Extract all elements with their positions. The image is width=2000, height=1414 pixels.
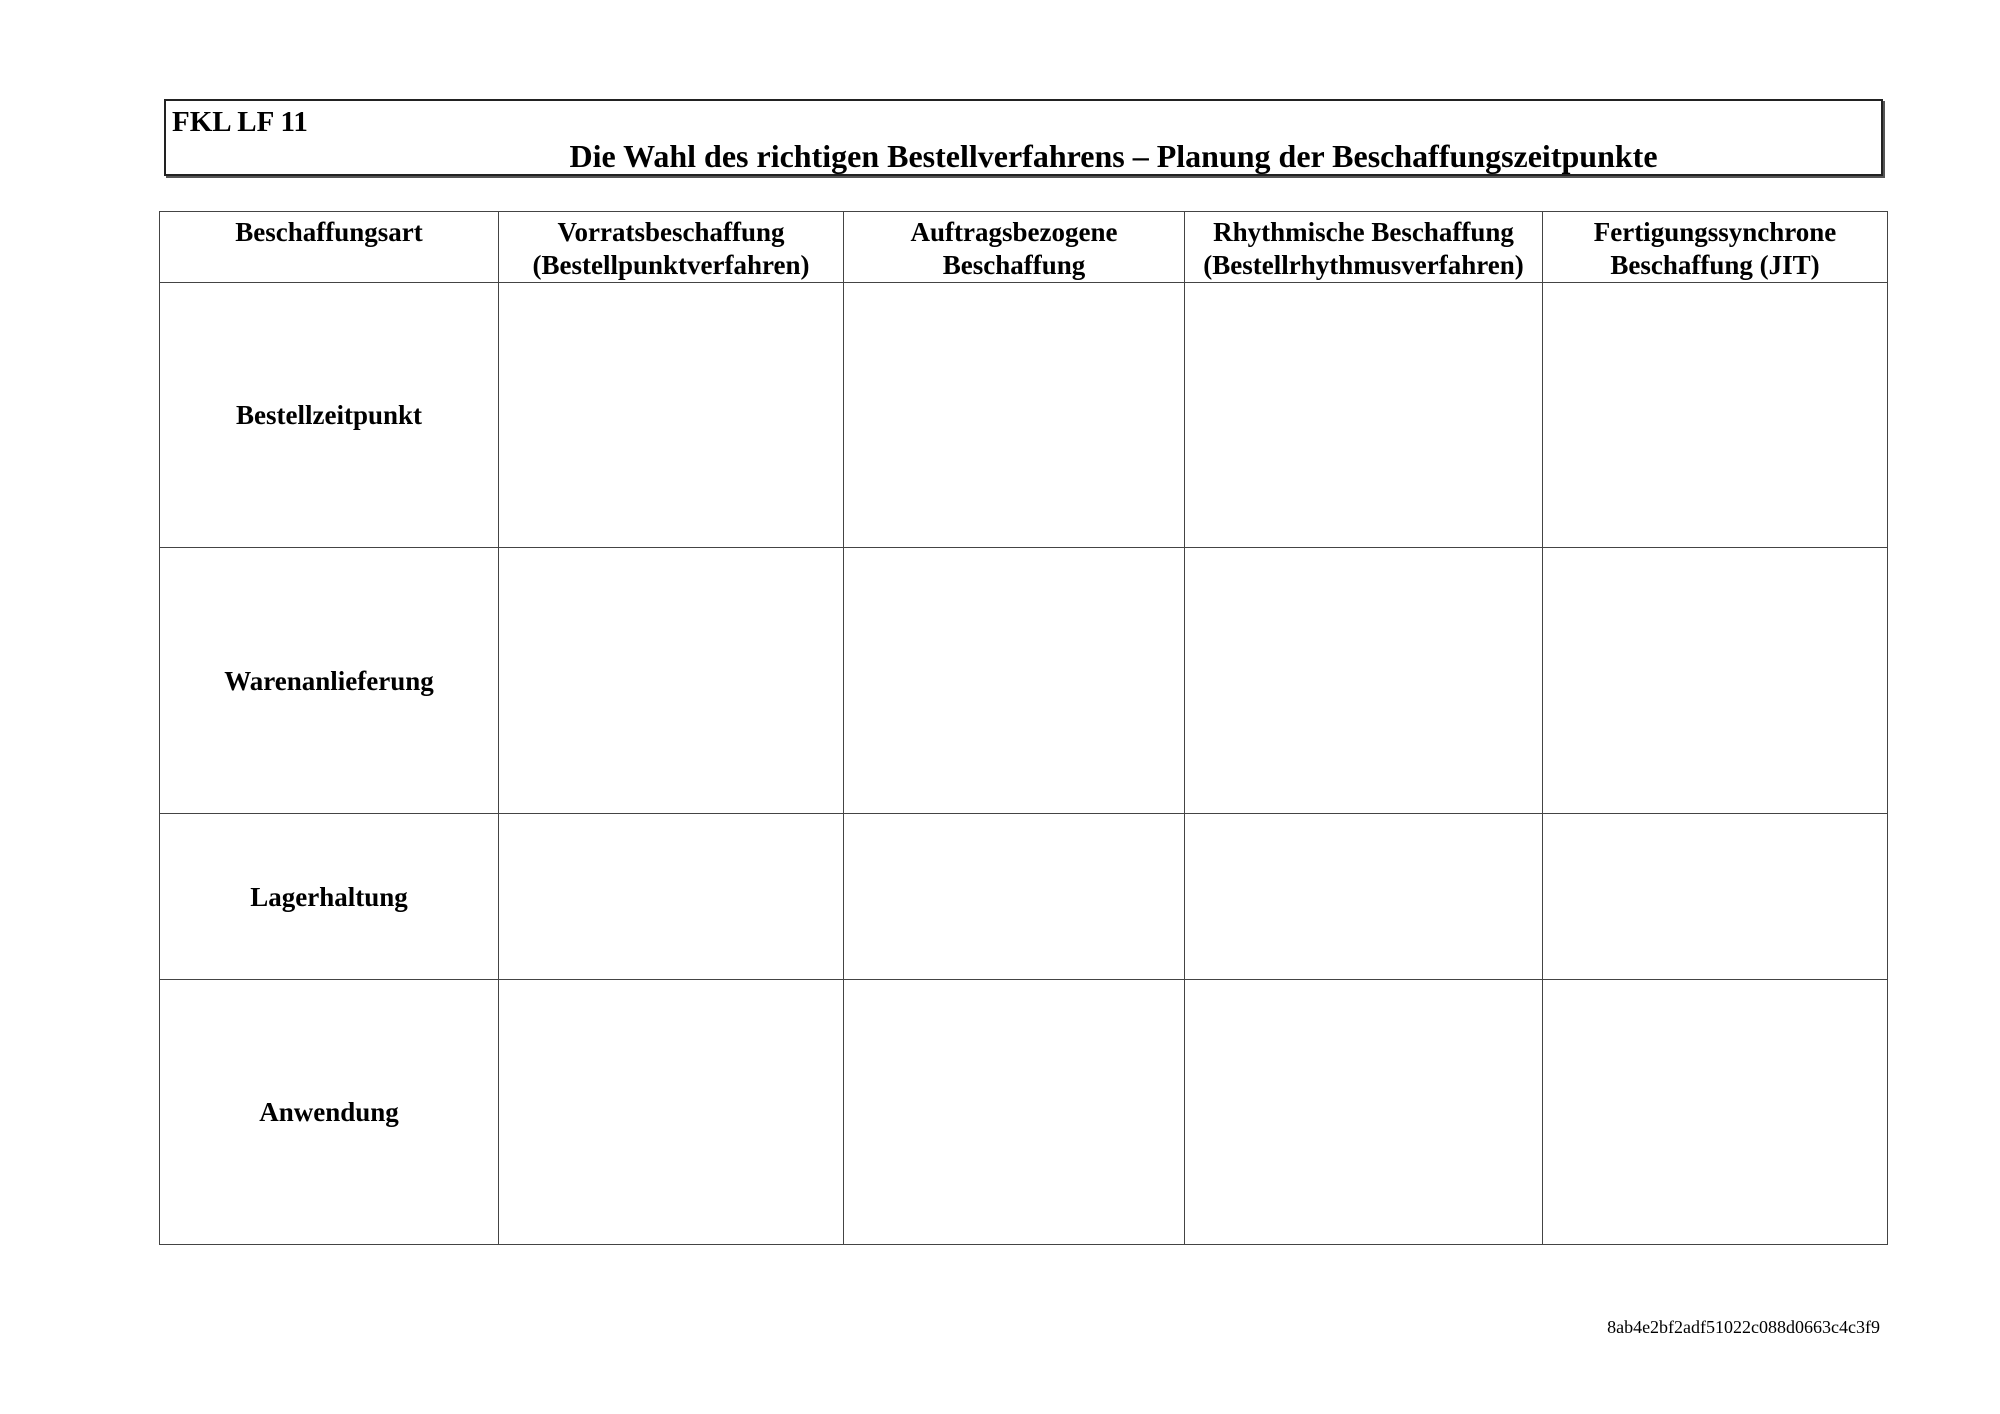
answer-cell[interactable]: [1543, 814, 1888, 980]
table-row-lagerhaltung: [160, 814, 1888, 980]
document-header: [164, 99, 1883, 176]
table-row-warenanlieferung: [160, 548, 1888, 814]
document-id: 8ab4e2bf2adf51022c088d0663c4c3f9: [1607, 1317, 1880, 1337]
answer-cell[interactable]: [1185, 283, 1543, 548]
column-header-vorratsbeschaffung: [499, 212, 844, 283]
answer-cell[interactable]: [844, 980, 1185, 1245]
course-code: FKL LF 11: [172, 106, 308, 138]
answer-cell[interactable]: [1543, 980, 1888, 1245]
answer-cell[interactable]: [1543, 548, 1888, 814]
column-header-line1: Vorratsbeschaffung: [557, 217, 785, 247]
answer-cell[interactable]: [499, 548, 844, 814]
row-label: Lagerhaltung: [160, 814, 499, 980]
column-header-rhythmische: [1185, 212, 1543, 283]
answer-cell[interactable]: [844, 548, 1185, 814]
column-header-line1: Beschaffungsart: [235, 217, 423, 247]
answer-cell[interactable]: [844, 814, 1185, 980]
answer-cell[interactable]: [1543, 283, 1888, 548]
answer-cell[interactable]: [1185, 814, 1543, 980]
column-header-line2: (Bestellpunktverfahren): [532, 250, 810, 280]
answer-cell[interactable]: [499, 980, 844, 1245]
answer-cell[interactable]: [844, 283, 1185, 548]
table-header-row: [160, 212, 1888, 283]
table-row-bestellzeitpunkt: [160, 283, 1888, 548]
column-header-beschaffungsart: [160, 212, 499, 283]
column-header-line1: Rhythmische Beschaffung: [1213, 217, 1514, 247]
answer-cell[interactable]: [499, 283, 844, 548]
row-label: Warenanlieferung: [160, 548, 499, 814]
answer-cell[interactable]: [499, 814, 844, 980]
row-label: Anwendung: [160, 980, 499, 1245]
column-header-line2: (Bestellrhythmusverfahren): [1203, 250, 1524, 280]
column-header-line1: Auftragsbezogene: [910, 217, 1118, 247]
answer-cell[interactable]: [1185, 980, 1543, 1245]
row-label: Bestellzeitpunkt: [160, 283, 499, 548]
column-header-auftragsbezogene: [844, 212, 1185, 283]
column-header-line2: Beschaffung: [942, 250, 1086, 280]
column-header-line1: Fertigungssynchrone: [1593, 217, 1837, 247]
column-header-fertigungssynchrone: [1543, 212, 1888, 283]
answer-cell[interactable]: [1185, 548, 1543, 814]
table-row-anwendung: [160, 980, 1888, 1245]
worksheet-table: [159, 211, 1888, 1245]
page-title: Die Wahl des richtigen Bestellverfahrens – Planung der Beschaffungszeitpunkte: [569, 138, 1658, 174]
column-header-line2: Beschaffung (JIT): [1610, 250, 1820, 280]
